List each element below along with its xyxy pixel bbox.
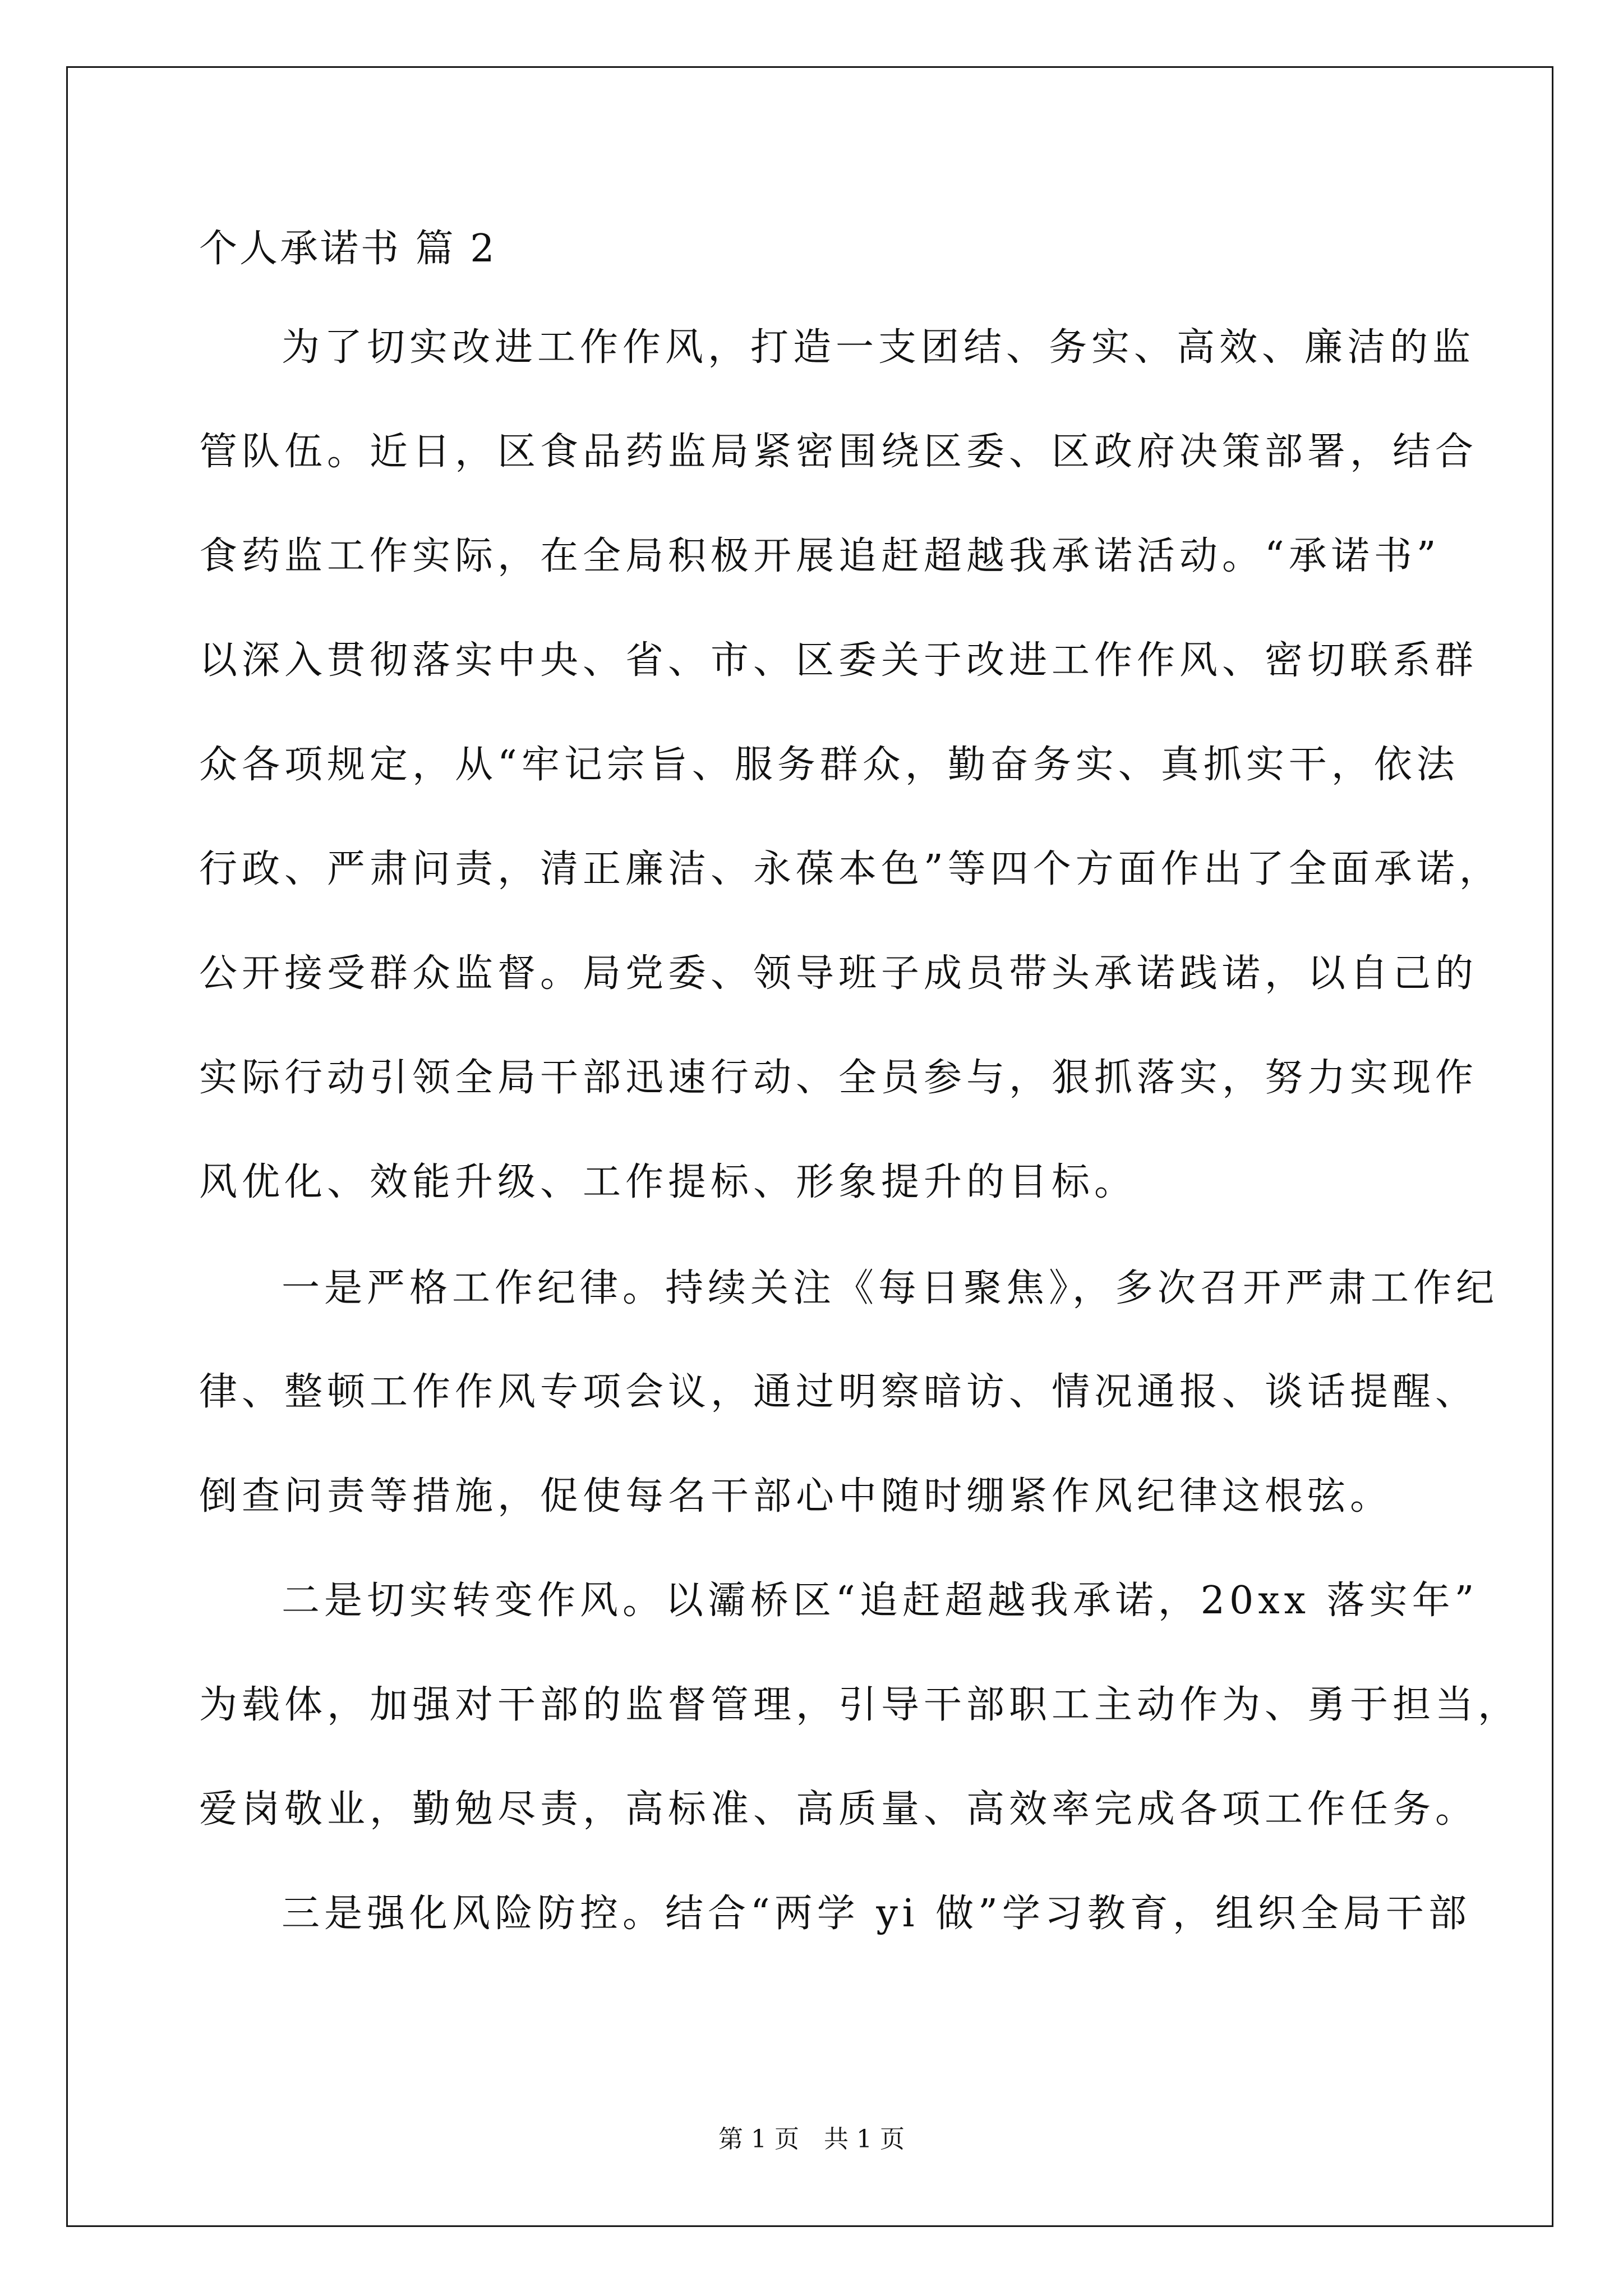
page-number-footer: 第 1 页 共 1 页 <box>718 2125 905 2154</box>
paragraph-2-line-1: 一是严格工作纪律。持续关注《每日聚焦》，多次召开严肃工作纪 <box>282 1266 1499 1310</box>
paragraph-1-line-1: 为了切实改进工作作风，打造一支团结、务实、高效、廉洁的监 <box>282 325 1476 370</box>
paragraph-1-line-2: 管队伍。近日，区食品药监局紧密围绕区委、区政府决策部署，结合 <box>199 430 1478 474</box>
paragraph-2-line-3: 倒查问责等措施，促使每名干部心中随时绷紧作风纪律这根弦。 <box>199 1474 1393 1519</box>
paragraph-2-line-2: 律、整顿工作作风专项会议，通过明察暗访、情况通报、谈话提醒、 <box>199 1370 1478 1414</box>
paragraph-4-line-1: 三是强化风险防控。结合“两学 yi 做”学习教育，组织全局干部 <box>282 1892 1471 1936</box>
paragraph-1-line-5: 众各项规定，从“牢记宗旨、服务群众，勤奋务实、真抓实干，依法 <box>199 743 1459 787</box>
paragraph-1-line-4: 以深入贯彻落实中央、省、市、区委关于改进工作作风、密切联系群 <box>199 638 1478 683</box>
paragraph-3-line-1: 二是切实转变作风。以灞桥区“追赶超越我承诺，20xx 落实年” <box>282 1579 1479 1623</box>
paragraph-1-line-3: 食药监工作实际，在全局积极开展追赶超越我承诺活动。“承诺书” <box>199 534 1441 578</box>
paragraph-1-line-8: 实际行动引领全局干部迅速行动、全员参与，狠抓落实，努力实现作 <box>199 1056 1478 1100</box>
paragraph-1-line-6: 行政、严肃问责，清正廉洁、永葆本色”等四个方面作出了全面承诺， <box>199 847 1502 891</box>
paragraph-3-line-2: 为载体，加强对干部的监督管理，引导干部职工主动作为、勇于担当， <box>199 1683 1521 1727</box>
paragraph-3-line-3: 爱岗敬业，勤勉尽责，高标准、高质量、高效率完成各项工作任务。 <box>199 1787 1478 1832</box>
paragraph-1-line-9: 风优化、效能升级、工作提标、形象提升的目标。 <box>199 1160 1137 1204</box>
document-title: 个人承诺书 篇 2 <box>199 227 497 271</box>
paragraph-1-line-7: 公开接受群众监督。局党委、领导班子成员带头承诺践诺，以自己的 <box>199 951 1478 996</box>
